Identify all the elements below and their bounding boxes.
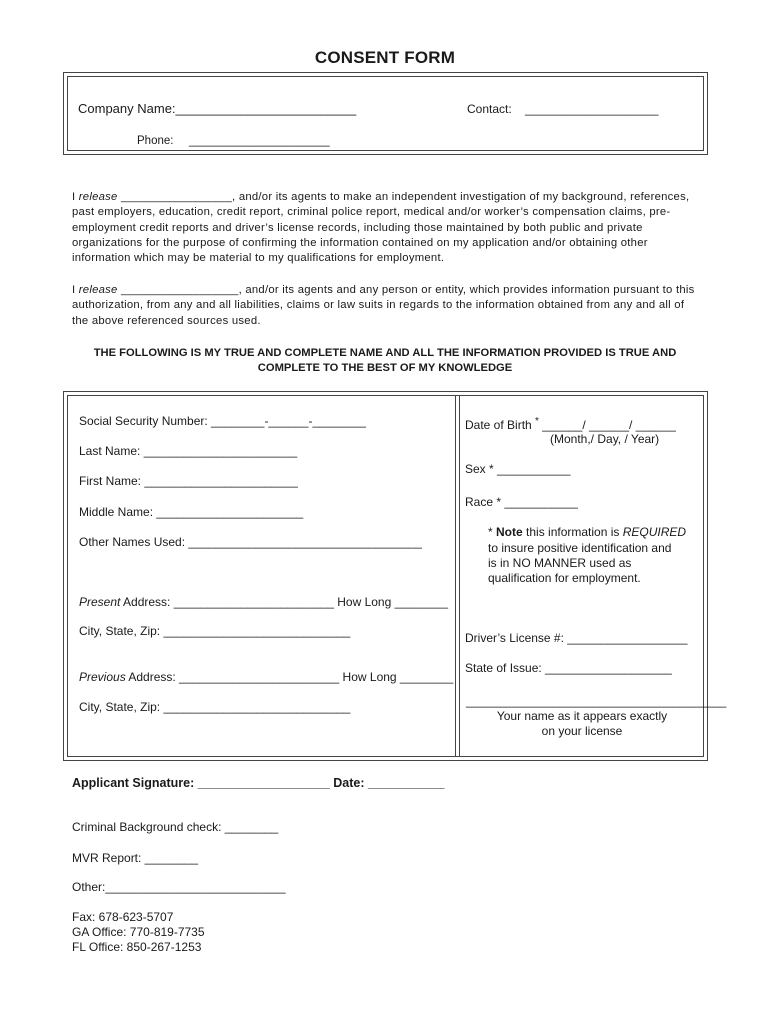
statement-line-2: COMPLETE TO THE BEST OF MY KNOWLEDGE: [257, 362, 513, 374]
ga-office-number: GA Office: 770-819-7735: [72, 925, 205, 939]
first-name-field[interactable]: First Name: _______________________: [79, 474, 298, 488]
mvr-report-field[interactable]: MVR Report: ________: [72, 851, 199, 865]
license-name-caption-1: Your name as it appears exactly: [496, 709, 668, 723]
phone-label: Phone:: [137, 135, 174, 147]
sex-field[interactable]: Sex * ___________: [465, 462, 571, 476]
last-name-field[interactable]: Last Name: _______________________: [79, 444, 298, 458]
note-line-4: qualification for employment.: [488, 571, 641, 585]
phone-field[interactable]: ______________________: [189, 135, 330, 147]
fax-number: Fax: 678-623-5707: [72, 910, 174, 924]
dob-format-caption: (Month,/ Day, / Year): [550, 432, 660, 446]
present-address-field[interactable]: Present Address: ________________________ How Long ________: [79, 595, 448, 609]
dob-field[interactable]: Date of Birth * ______/ ______/ ______: [465, 416, 676, 432]
state-of-issue-field[interactable]: State of Issue: ___________________: [465, 661, 672, 675]
other-field[interactable]: Other:___________________________: [72, 880, 286, 894]
release-paragraph-2: I release __________________, and/or its agents and any person or entity, which provides information pursuant to this authorization, from any and all liabilities, claims or law suits in regards to the information obtained from any and all of the above referenced sources used.: [72, 284, 695, 327]
company-name-field[interactable]: Company Name:_________________________: [78, 101, 357, 116]
note-line-2: to insure positive identification and: [488, 541, 672, 555]
release-word: release: [78, 284, 118, 296]
note-line-3: is in NO MANNER used as: [488, 556, 632, 570]
ssn-field[interactable]: Social Security Number: ________-______-________: [79, 414, 366, 428]
applicant-signature-field[interactable]: Applicant Signature: ___________________ Date: ___________: [72, 776, 445, 790]
license-name-field[interactable]: _______________________________________: [466, 694, 727, 708]
license-name-caption-2: on your license: [541, 724, 623, 738]
fl-office-number: FL Office: 850-267-1253: [72, 940, 202, 954]
drivers-license-field[interactable]: Driver’s License #: __________________: [465, 631, 688, 645]
previous-city-field[interactable]: City, State, Zip: ____________________________: [79, 700, 351, 714]
contact-field[interactable]: ____________________: [525, 102, 659, 116]
release-paragraph-1: I release _________________, and/or its agents to make an independent investigation of my background, references, past employers, education, credit report, criminal police report, medical and/or worker’s compensation claims, pre-employment credit reports and driver’s license records, including those maintained by both public and private organizations for the purpose of confirming the information contained on my application and/or obtaining other information which may be material to my qualifications for employment.: [72, 191, 690, 265]
race-field[interactable]: Race * ___________: [465, 495, 578, 509]
present-city-field[interactable]: City, State, Zip: ____________________________: [79, 624, 351, 638]
note-line-1: * Note this information is REQUIRED: [488, 525, 687, 539]
statement-line-1: THE FOLLOWING IS MY TRUE AND COMPLETE NAME AND ALL THE INFORMATION PROVIDED IS TRUE AND: [93, 347, 677, 359]
criminal-check-field[interactable]: Criminal Background check: ________: [72, 820, 279, 834]
page-title: CONSENT FORM: [314, 48, 456, 67]
other-names-field[interactable]: Other Names Used: ___________________________________: [79, 535, 422, 549]
previous-address-field[interactable]: Previous Address: ________________________ How Long ________: [79, 670, 454, 684]
middle-name-field[interactable]: Middle Name: ______________________: [79, 505, 304, 519]
release-word: release: [78, 191, 118, 203]
contact-label: Contact:: [467, 102, 512, 116]
